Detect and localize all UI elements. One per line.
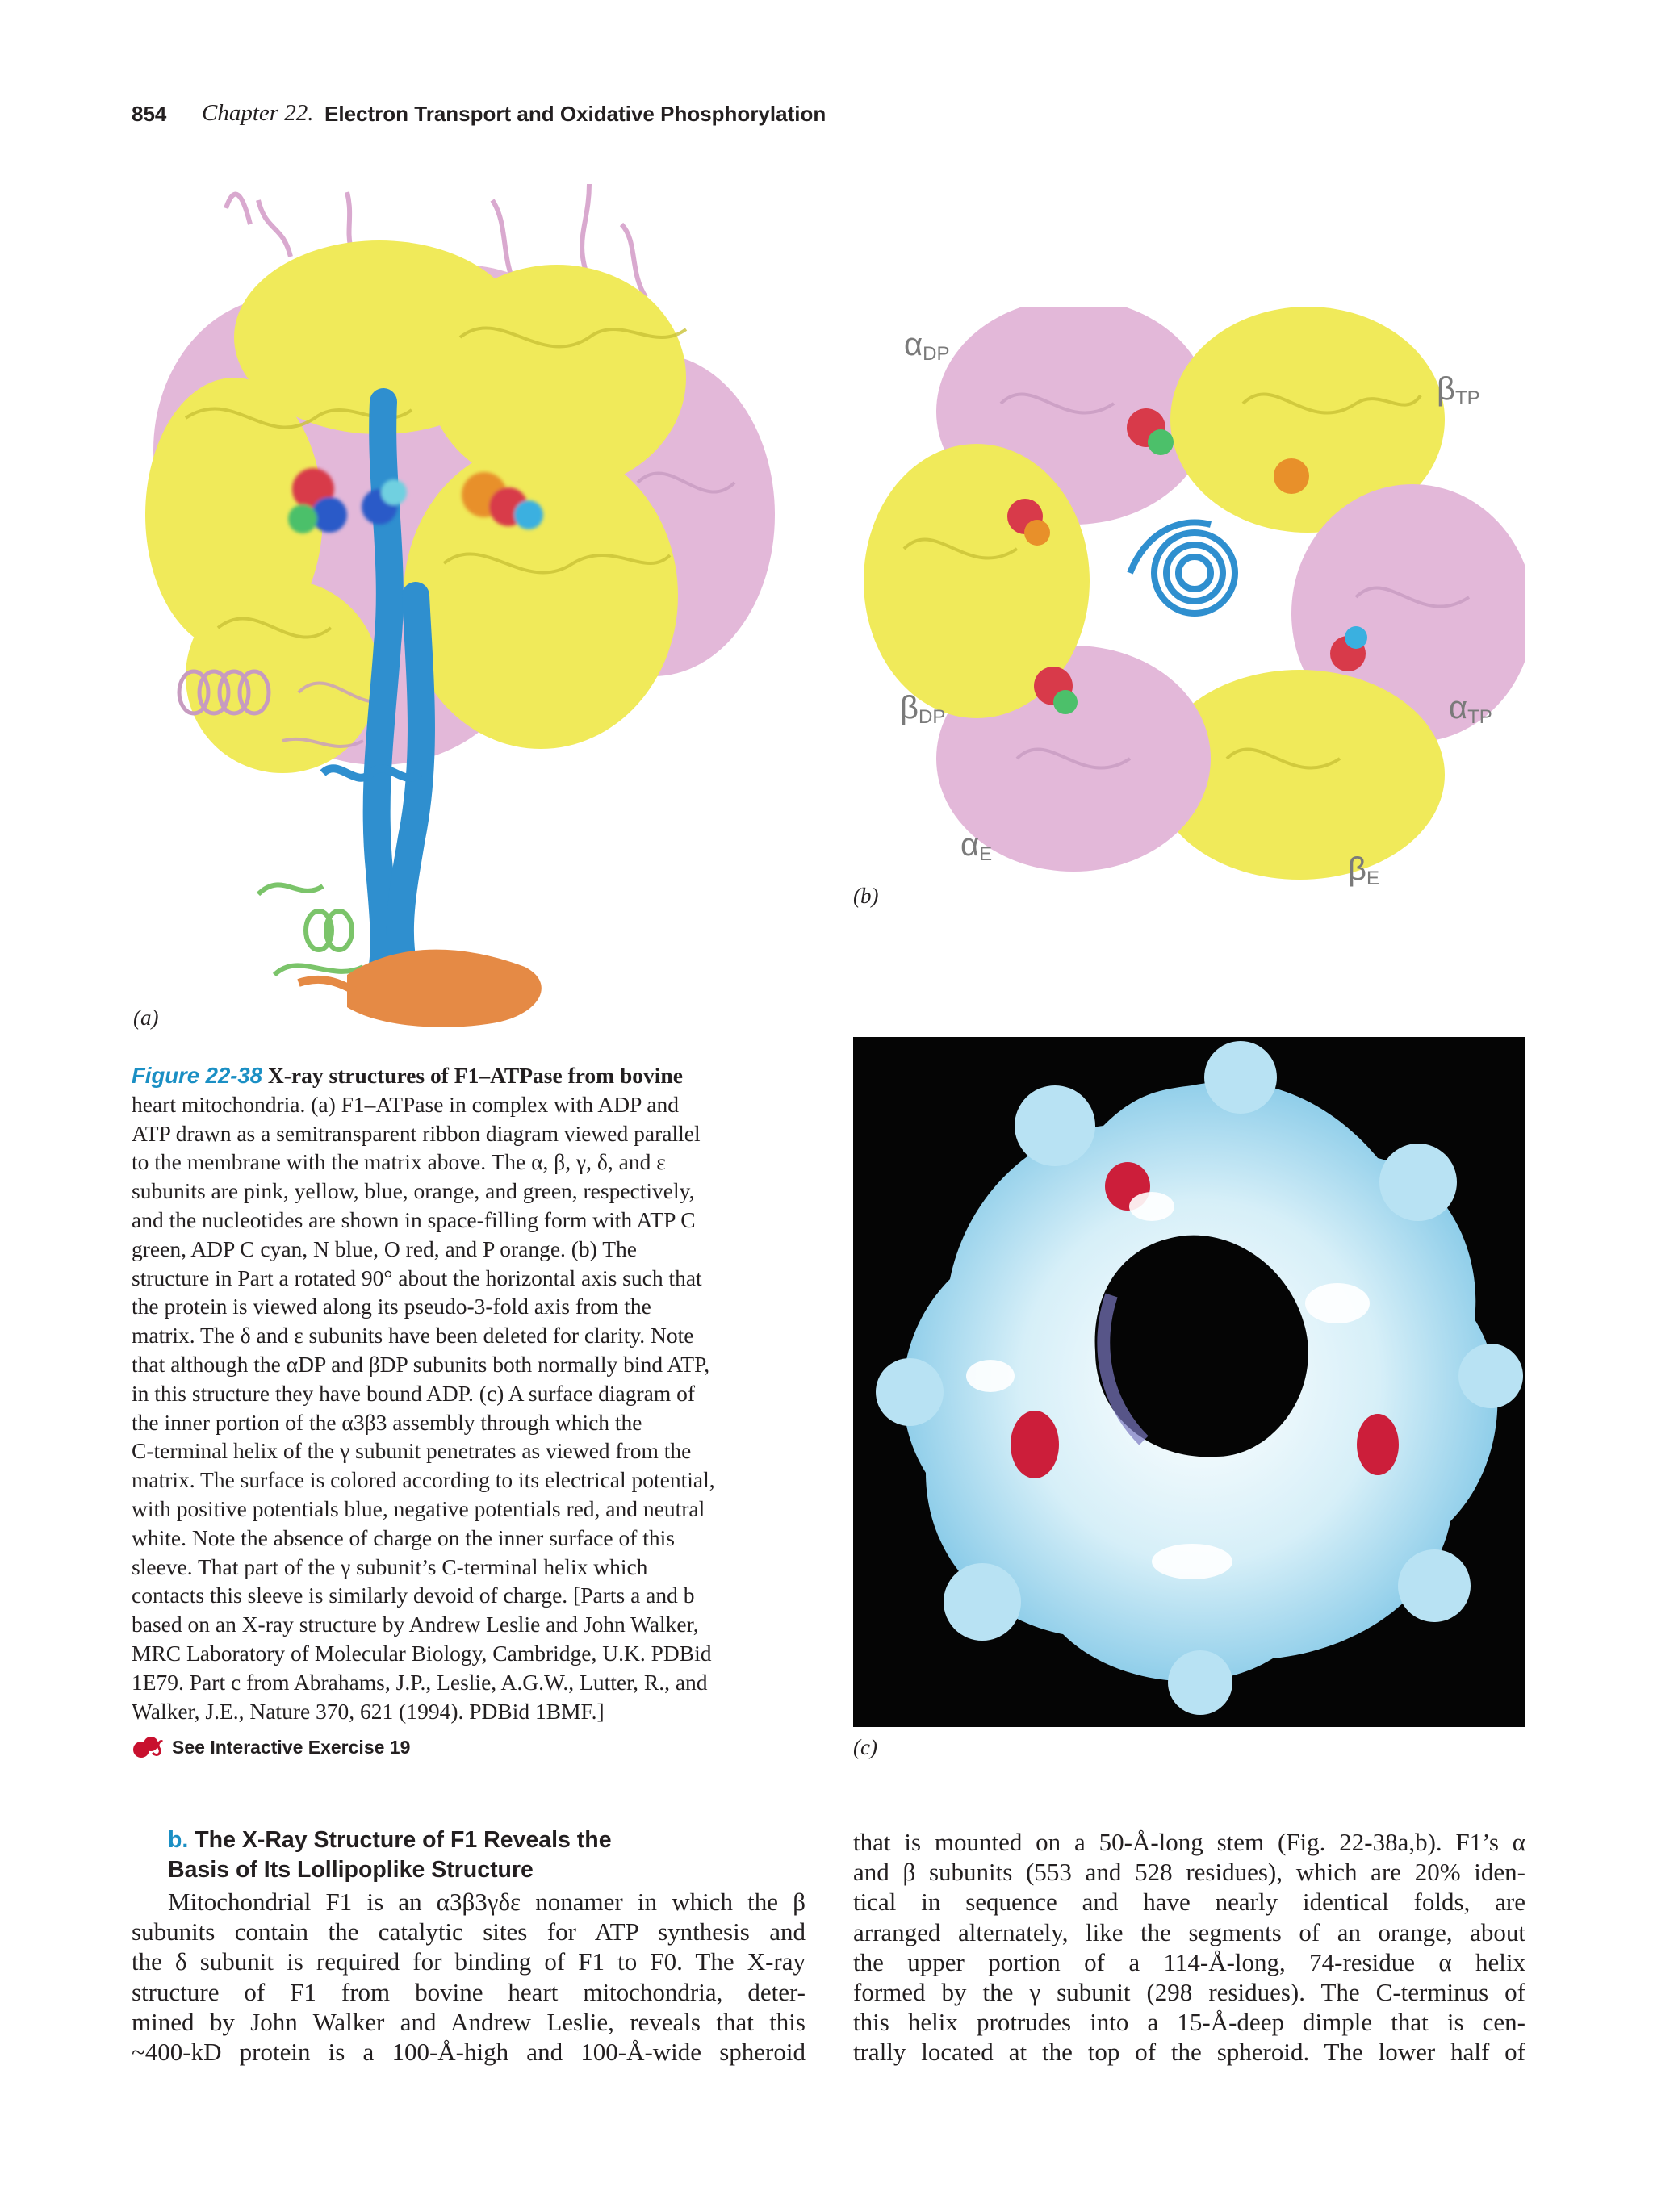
body-right-line: the upper portion of a 114-Å-long, 74-residue α helix xyxy=(853,1947,1525,1976)
caption-line: based on an X-ray structure by Andrew Leslie and John Walker, xyxy=(132,1612,699,1637)
caption-line: green, ADP C cyan, N blue, O red, and P orange. (b) The xyxy=(132,1236,637,1261)
body-left-line: structure of F1 from bovine heart mitochondria, deter- xyxy=(132,1977,806,2006)
body-left-line: Mitochondrial F1 is an α3β3γδε nonamer in which the β xyxy=(168,1888,806,1916)
section-letter: b. xyxy=(168,1827,189,1853)
label-alpha-dp: αDP xyxy=(904,327,950,365)
figure-caption xyxy=(132,1061,806,1725)
body-right-line: arranged alternately, like the segments of an orange, about xyxy=(853,1917,1525,1946)
caption-line: contacts this sleeve is similarly devoid of charge. [Parts a and b xyxy=(132,1583,695,1608)
body-right-line: that is mounted on a 50-Å-long stem (Fig. 22-38a,b). F1’s α xyxy=(853,1828,1525,1856)
caption-line: Figure 22-38 X-ray structures of F1–ATPase from bovine xyxy=(132,1063,683,1088)
body-left-line: ~400-kD protein is a 100-Å-high and 100-Å-wide spheroid xyxy=(132,2037,806,2066)
panel-c-label: (c) xyxy=(853,1735,877,1759)
chapter-label: Chapter 22. xyxy=(202,100,314,126)
body-right-line: this helix protrudes into a 15-Å-deep dimple that is cen- xyxy=(853,2008,1525,2037)
body-left-line: mined by John Walker and Andrew Leslie, reveals that this xyxy=(132,2007,806,2036)
section-heading xyxy=(168,1825,684,1885)
body-column-left xyxy=(132,1887,806,2067)
panel-b-label: (b) xyxy=(853,884,879,908)
page-number: 854 xyxy=(132,102,167,126)
section-heading-line1: The X-Ray Structure of F1 Reveals the xyxy=(195,1827,612,1853)
caption-line: the protein is viewed along its pseudo-3-fold axis from the xyxy=(132,1294,651,1319)
caption-line: matrix. The surface is colored according to its electrical potential, xyxy=(132,1467,715,1493)
body-left-line: the δ subunit is required for binding of F1 to F0. The X-ray xyxy=(132,1947,806,1976)
body-column-right xyxy=(853,1827,1525,2068)
body-right-line: and β subunits (553 and 528 residues), which are 20% iden- xyxy=(853,1858,1525,1887)
section-heading-line2: Basis of Its Lollipoplike Structure xyxy=(168,1857,534,1883)
body-right-line: trally located at the top of the spheroid. The lower half of xyxy=(853,2038,1525,2067)
label-alpha-tp: αTP xyxy=(1449,690,1492,728)
caption-line: heart mitochondria. (a) F1–ATPase in complex with ADP and xyxy=(132,1091,679,1117)
body-right-line: tical in sequence and have nearly identical folds, are xyxy=(853,1888,1525,1917)
label-alpha-e: αE xyxy=(960,827,993,865)
caption-line: subunits are pink, yellow, blue, orange, and green, respectively, xyxy=(132,1178,695,1204)
label-beta-tp: βTP xyxy=(1437,371,1480,409)
label-beta-e: βE xyxy=(1348,851,1380,888)
figure-panel-b-top-view xyxy=(856,307,1525,888)
caption-line: matrix. The δ and ε subunits have been deleted for clarity. Note xyxy=(132,1323,694,1349)
caption-line: in this structure they have bound ADP. (c) A surface diagram of xyxy=(132,1380,696,1406)
caption-line: C-terminal helix of the γ subunit penetrates as viewed from the xyxy=(132,1438,692,1464)
interactive-exercise-link[interactable] xyxy=(132,1735,410,1759)
figure-panel-a-ribbon-diagram xyxy=(137,176,807,1047)
panel-a-label: (a) xyxy=(133,1006,159,1030)
caption-line: the inner portion of the α3β3 assembly through which the xyxy=(132,1409,642,1435)
molecule-icon xyxy=(132,1735,164,1759)
chapter-title: Electron Transport and Oxidative Phosphorylation xyxy=(324,102,826,126)
caption-line: MRC Laboratory of Molecular Biology, Cambridge, U.K. PDBid xyxy=(132,1640,712,1666)
caption-line: Walker, J.E., Nature 370, 621 (1994). PDBid 1BMF.] xyxy=(132,1698,605,1724)
caption-line: that although the αDP and βDP subunits both normally bind ATP, xyxy=(132,1351,710,1377)
caption-line: structure in Part a rotated 90° about the horizontal axis such that xyxy=(132,1265,702,1290)
caption-line: with positive potentials blue, negative potentials red, and neutral xyxy=(132,1495,705,1521)
interactive-exercise-text[interactable]: See Interactive Exercise 19 xyxy=(172,1736,411,1758)
caption-line: and the nucleotides are shown in space-filling form with ATP C xyxy=(132,1206,696,1232)
caption-line: to the membrane with the matrix above. The α, β, γ, δ, and ε xyxy=(132,1149,666,1175)
caption-line: ATP drawn as a semitransparent ribbon diagram viewed parallel xyxy=(132,1120,701,1146)
label-beta-dp: βDP xyxy=(900,690,946,728)
caption-line: sleeve. That part of the γ subunit’s C-terminal helix which xyxy=(132,1553,648,1579)
caption-line: 1E79. Part c from Abrahams, J.P., Leslie, A.G.W., Lutter, R., and xyxy=(132,1669,708,1695)
body-right-line: formed by the γ subunit (298 residues). The C-terminus of xyxy=(853,1977,1525,2006)
caption-line: white. Note the absence of charge on the inner surface of this xyxy=(132,1524,675,1550)
body-left-line: subunits contain the catalytic sites for ATP synthesis and xyxy=(132,1917,806,1946)
figure-panel-c-surface-diagram xyxy=(853,1037,1525,1727)
